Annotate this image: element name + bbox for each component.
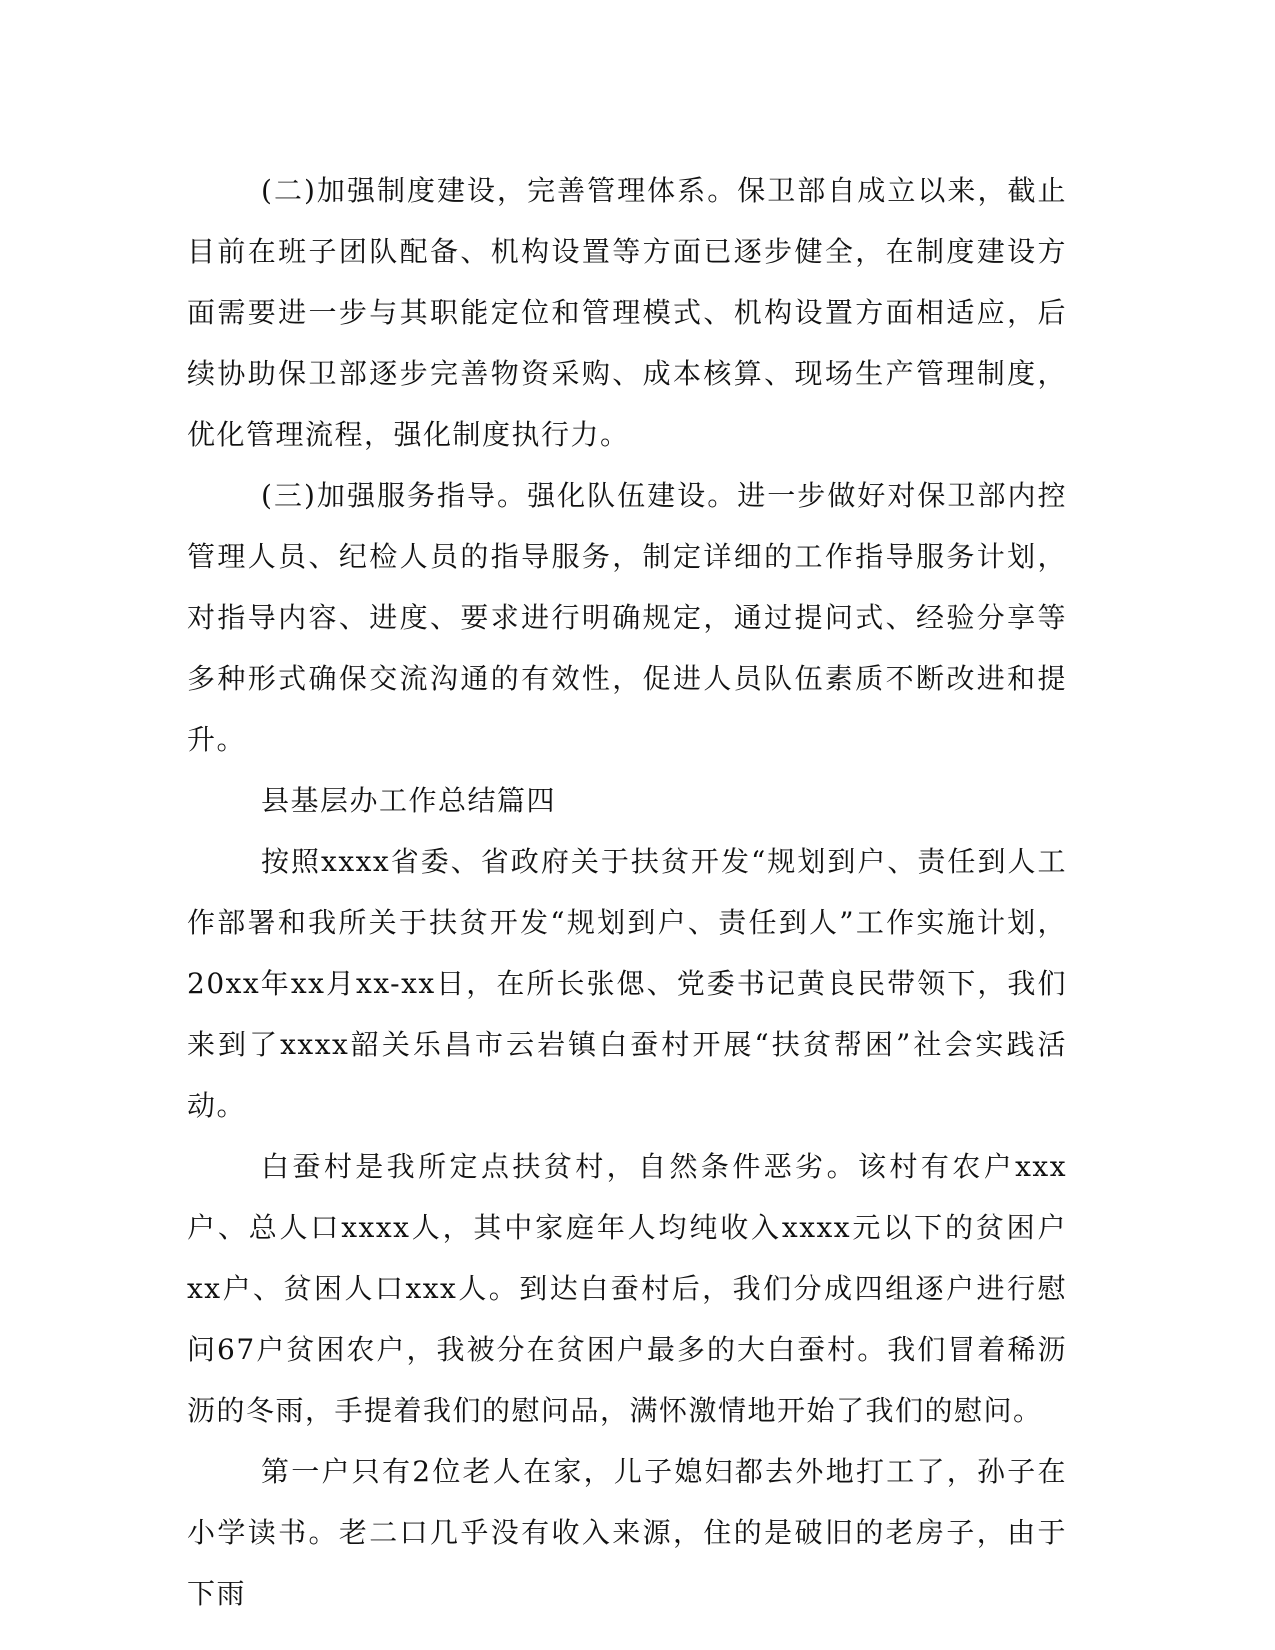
paragraph-service-guidance: (三)加强服务指导。强化队伍建设。进一步做好对保卫部内控管理人员、纪检人员的指导服务，制定详细的工作指导服务计划，对指导内容、进度、要求进行明确规定，通过提问式、经验分享等多种形式确保交流沟通的有效性，促进人员队伍素质不断改进和提升。 — [187, 479, 1067, 756]
paragraph-first-household: 第一户只有2位老人在家，儿子媳妇都去外地打工了，孙子在小学读书。老二口几乎没有收入来源，住的是破旧的老房子，由于下雨 — [187, 1455, 1067, 1610]
document-body — [187, 160, 1067, 1624]
section-heading: 县基层办工作总结篇四 — [261, 784, 557, 817]
paragraph-village-description: 白蚕村是我所定点扶贫村，自然条件恶劣。该村有农户xxx户、总人口xxxx人，其中家庭年人均纯收入xxxx元以下的贫困户xx户、贫困人口xxx人。到达白蚕村后，我们分成四组逐户进行慰问67户贫困农户，我被分在贫困户最多的大白蚕村。我们冒着稀沥沥的冬雨，手提着我们的慰问品，满怀激情地开始了我们的慰问。 — [187, 1150, 1067, 1427]
paragraph-poverty-plan: 按照xxxx省委、省政府关于扶贫开发“规划到户、责任到人工作部署和我所关于扶贫开发“规划到户、责任到人”工作实施计划，20xx年xx月xx-xx日，在所长张偲、党委书记黄良民带领下，我们来到了xxxx韶关乐昌市云岩镇白蚕村开展“扶贫帮困”社会实践活动。 — [187, 845, 1067, 1122]
paragraph-institution-building: (二)加强制度建设，完善管理体系。保卫部自成立以来，截止目前在班子团队配备、机构设置等方面已逐步健全，在制度建设方面需要进一步与其职能定位和管理模式、机构设置方面相适应，后续协助保卫部逐步完善物资采购、成本核算、现场生产管理制度，优化管理流程，强化制度执行力。 — [187, 174, 1067, 451]
